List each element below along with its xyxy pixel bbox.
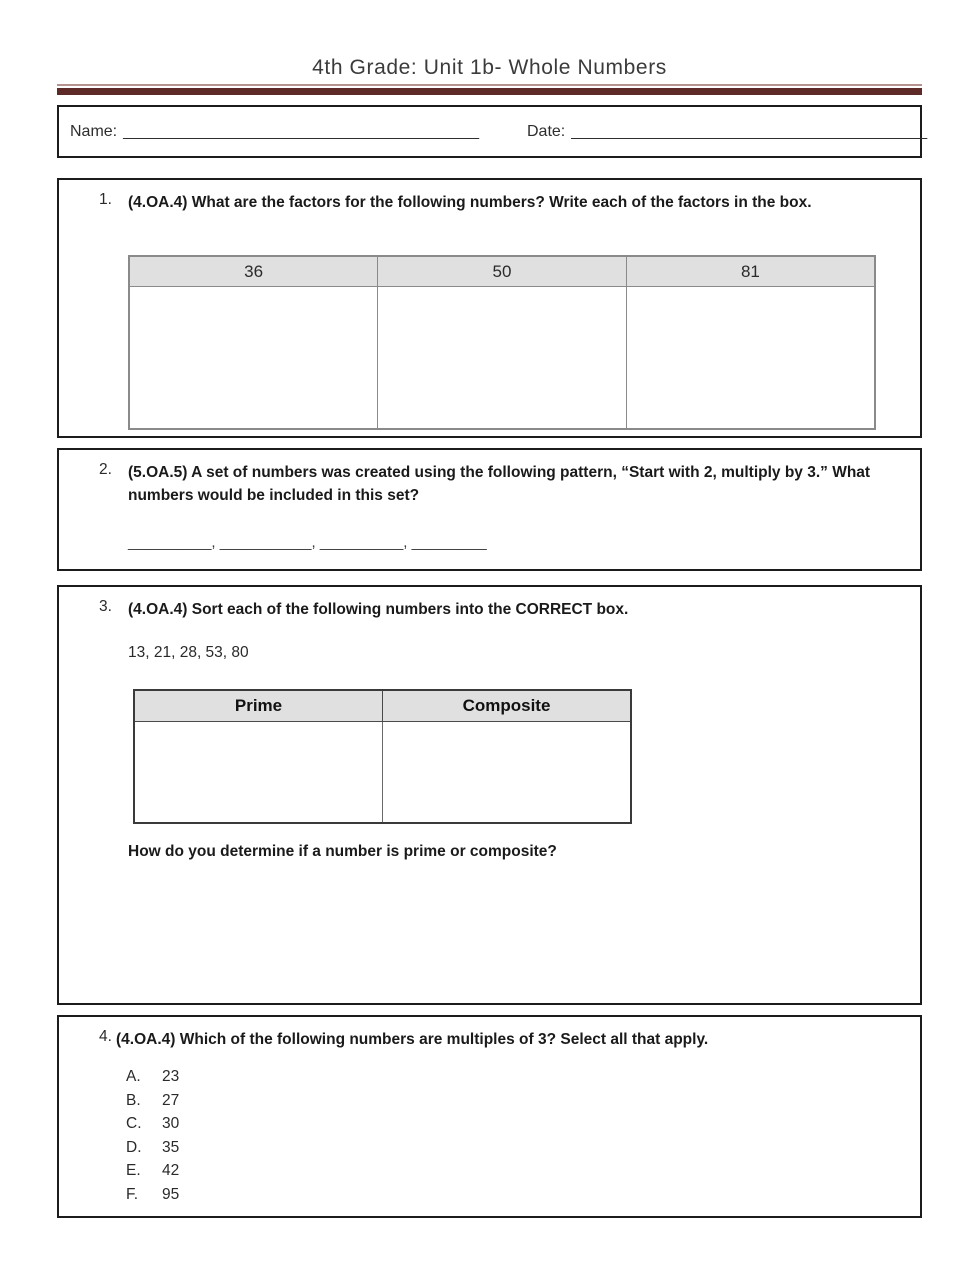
name-date-box — [57, 105, 928, 158]
question-3-row — [99, 598, 906, 621]
composite-answer-cell — [383, 722, 632, 824]
question-4-box — [57, 1015, 922, 1218]
question-1-number: 1. — [99, 191, 112, 208]
question-3-followup-text: How do you determine if a number is prime or composite? — [128, 843, 557, 860]
option-a-letter: A. — [126, 1068, 141, 1085]
factors-table-header-row — [129, 256, 875, 287]
question-4-number: 4. — [99, 1028, 112, 1045]
question-1-box — [57, 178, 922, 438]
question-3-box — [57, 585, 922, 1005]
prime-answer-cell — [134, 722, 383, 824]
title-divider-dark — [57, 88, 922, 95]
factors-answer-cell-81 — [626, 287, 875, 430]
prime-composite-header-row — [134, 690, 631, 722]
option-d — [126, 1136, 179, 1160]
option-f-letter: F. — [126, 1185, 139, 1203]
prime-composite-table — [133, 689, 632, 824]
composite-header: Composite — [383, 690, 632, 722]
option-a — [126, 1065, 179, 1089]
prime-header: Prime — [134, 690, 383, 722]
question-2-box — [57, 448, 922, 571]
name-label: Name: — [70, 123, 118, 140]
factors-answer-cell-50 — [378, 287, 627, 430]
page-title: 4th Grade: Unit 1b- Whole Numbers — [312, 56, 667, 79]
title-divider-light — [57, 84, 922, 86]
factors-table-answer-row — [129, 287, 875, 430]
name-blank-line: ________________________________________ — [123, 123, 480, 140]
date-blank-line: ________________________________________ — [571, 123, 928, 140]
prime-composite-answer-row — [134, 722, 631, 824]
factors-table — [128, 255, 876, 430]
question-2-row — [99, 461, 906, 508]
question-2-number: 2. — [99, 461, 112, 478]
question-4-text: (4.OA.4) Which of the following numbers are multiples of 3? Select all that apply. — [116, 1031, 709, 1048]
option-e — [126, 1159, 179, 1183]
option-b-value: 27 — [162, 1091, 180, 1109]
answer-options-list — [126, 1065, 179, 1206]
factors-header-81: 81 — [626, 256, 875, 287]
factors-answer-cell-36 — [129, 287, 378, 430]
option-f-value: 95 — [162, 1185, 180, 1203]
factors-header-50: 50 — [378, 256, 627, 287]
option-c-letter: C. — [126, 1115, 142, 1132]
date-label: Date: — [527, 123, 566, 140]
question-1-row — [99, 191, 906, 214]
factors-header-36: 36 — [129, 256, 378, 287]
option-c-value: 30 — [162, 1115, 180, 1132]
option-f — [126, 1183, 179, 1207]
option-b — [126, 1089, 179, 1113]
question-2-text: (5.OA.5) A set of numbers was created using the following pattern, “Start with 2, multiply by 3.” What numbers would be included in this set? — [128, 464, 871, 505]
option-b-letter: B. — [126, 1091, 141, 1109]
option-d-letter: D. — [126, 1138, 142, 1156]
option-a-value: 23 — [162, 1068, 180, 1085]
question-4-row — [99, 1028, 906, 1051]
question-3-number: 3. — [99, 598, 112, 615]
option-e-value: 42 — [162, 1162, 180, 1179]
option-c — [126, 1112, 179, 1136]
name-field-group — [70, 123, 479, 141]
question-1-text: (4.OA.4) What are the factors for the following numbers? Write each of the factors in the box. — [128, 194, 812, 211]
numbers-to-sort-list: 13, 21, 28, 53, 80 — [128, 644, 249, 661]
option-d-value: 35 — [162, 1138, 180, 1156]
question-3-text: (4.OA.4) Sort each of the following numbers into the CORRECT box. — [128, 601, 629, 618]
option-e-letter: E. — [126, 1162, 141, 1179]
answer-blank-lines: __________, ___________, __________, _________ — [128, 534, 487, 551]
date-field-group — [527, 123, 927, 141]
